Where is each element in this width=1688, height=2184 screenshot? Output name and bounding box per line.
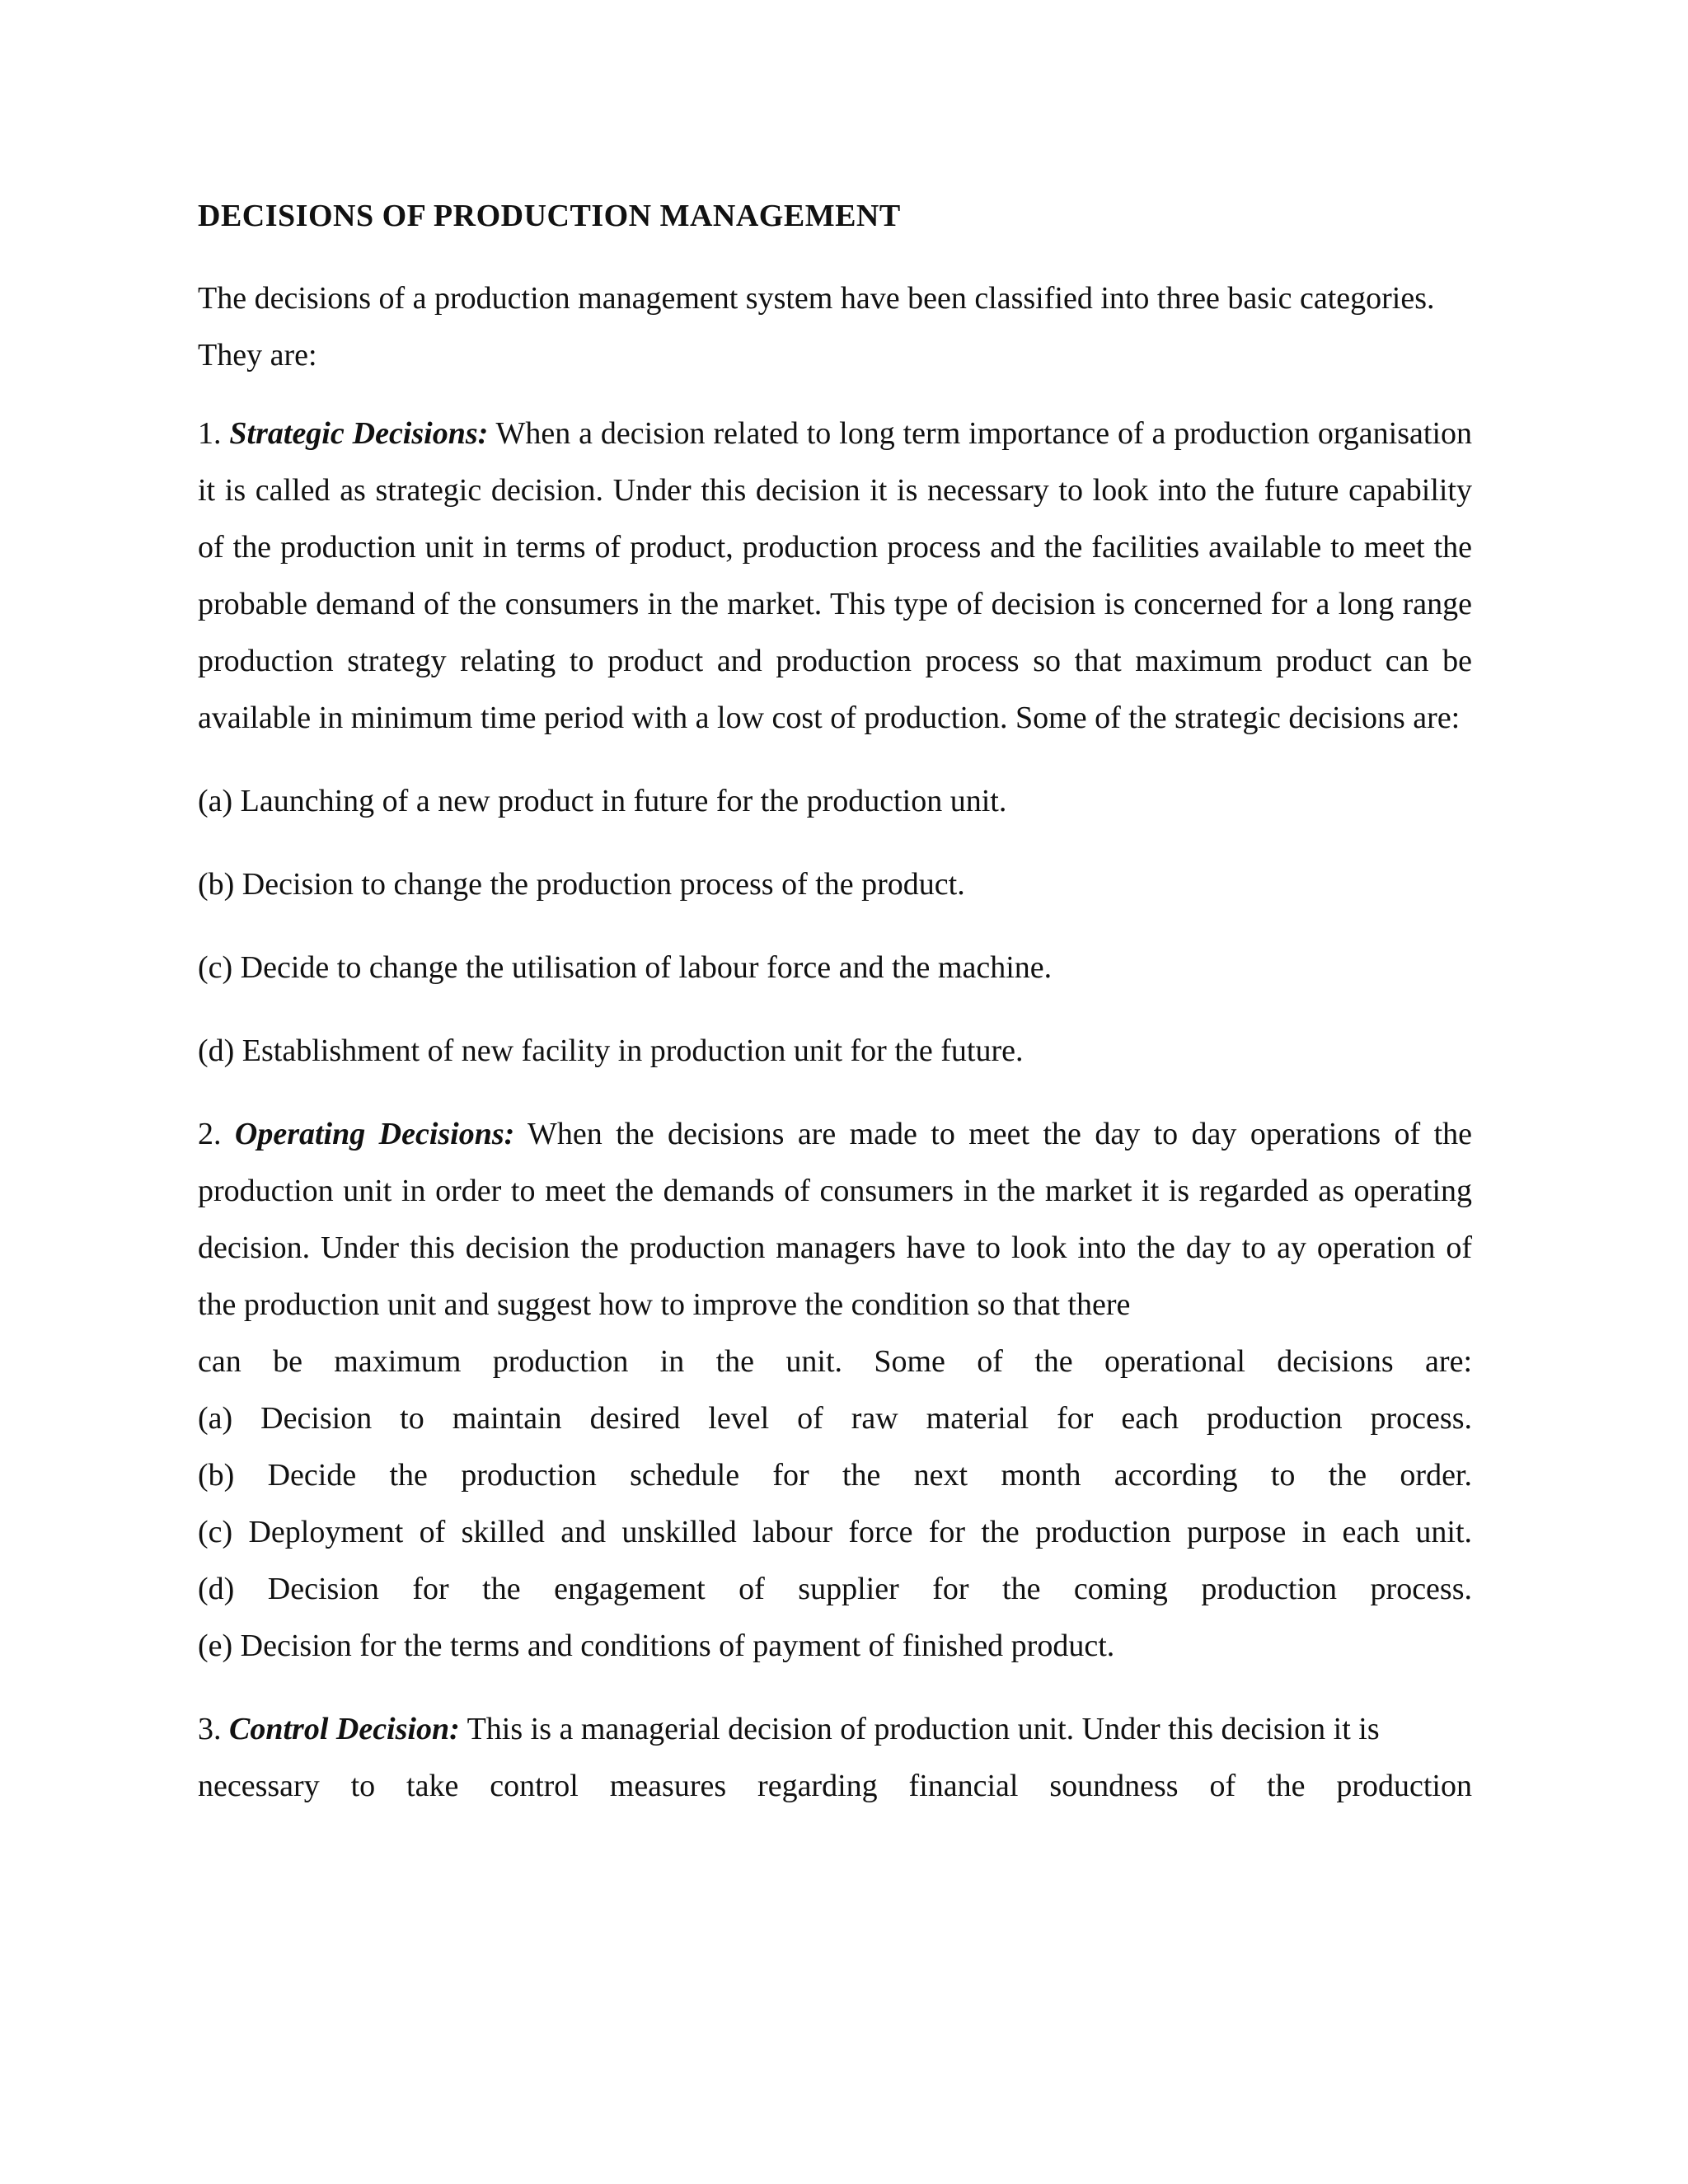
- section-number: 1.: [198, 416, 222, 451]
- section-number: 2.: [198, 1117, 222, 1151]
- section-heading: Operating Decisions:: [234, 1117, 515, 1151]
- list-item: (e) Decision for the terms and conditions of payment of finished product.: [198, 1629, 1115, 1663]
- list-item: (b) Decide the production schedule for the next month according to the order.: [198, 1458, 1472, 1493]
- list-item: (d) Establishment of new facility in production unit for the future.: [198, 1033, 1024, 1068]
- list-item: (d) Decision for the engagement of supplier for the coming production process.: [198, 1572, 1472, 1606]
- intro-they-are: They are:: [198, 338, 317, 373]
- list-item: (a) Decision to maintain desired level of raw material for each production process.: [198, 1401, 1472, 1436]
- section-heading: Strategic Decisions:: [229, 416, 489, 451]
- page-title: DECISIONS OF PRODUCTION MANAGEMENT: [198, 199, 901, 233]
- list-item: (c) Decide to change the utilisation of labour force and the machine.: [198, 950, 1053, 985]
- document-page: [198, 196, 1472, 1815]
- intro-text: The decisions of a production management system have been classified into three basic categories.: [198, 281, 1435, 316]
- section-body: This is a managerial decision of production unit. Under this decision it is: [467, 1712, 1380, 1746]
- control-decision-paragraph: [198, 1701, 1472, 1758]
- section-body-tail: can be maximum production in the unit. Some of the operational decisions are:: [198, 1344, 1472, 1379]
- section-heading: Control Decision:: [229, 1712, 460, 1746]
- section-number: 3.: [198, 1712, 222, 1746]
- section-body: When a decision related to long term importance of a production organisation it is called as strategic decision. Under this decision it is necessary to look into the future capability of the production unit in terms of product, production process and the facilities available to meet the probable demand of the consumers in the market. This type of decision is concerned for a long range production strategy relating to product and production process so that maximum product can be available in minimum time period with a low cost of production. Some of the strategic decisions are:: [198, 416, 1472, 735]
- list-item: (b) Decision to change the production process of the product.: [198, 867, 965, 902]
- intro-paragraph: [198, 270, 1472, 384]
- operating-decisions-paragraph: [198, 1106, 1472, 1390]
- strategic-decisions-paragraph: [198, 405, 1472, 747]
- operating-decisions-list: [198, 1390, 1472, 1675]
- list-item: (a) Launching of a new product in future for the production unit.: [198, 784, 1007, 818]
- section-body: When the decisions are made to meet the day to day operations of the production unit in order to meet the demands of consumers in the market it is regarded as operating decision. Under this decision the production managers have to look into the day to ay operation of the production unit and suggest how to improve the condition so that there: [198, 1117, 1472, 1322]
- control-decision-tail: necessary to take control measures regarding financial soundness of the production: [198, 1769, 1472, 1803]
- list-item: (c) Deployment of skilled and unskilled labour force for the production purpose in each unit.: [198, 1515, 1472, 1549]
